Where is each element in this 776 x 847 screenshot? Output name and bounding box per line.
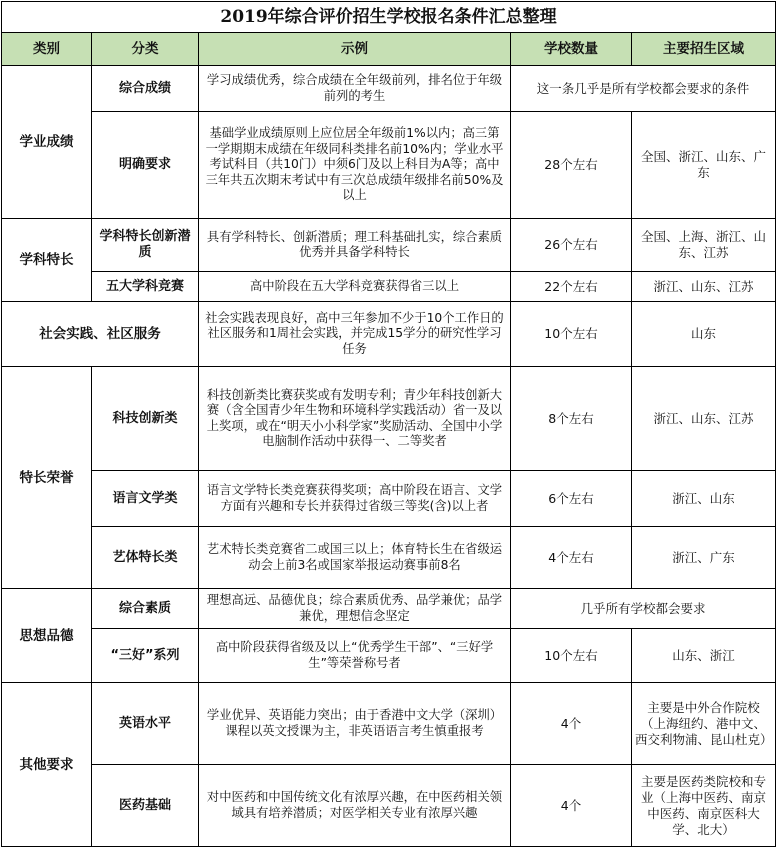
subcategory-cell: 学科特长创新潜质 <box>92 219 199 272</box>
region-cell: 全国、上海、浙江、山东、江苏 <box>632 219 776 272</box>
category-moral: 思想品德 <box>2 589 92 683</box>
table-row <box>2 272 776 302</box>
subcategory-cell: 五大学科竞赛 <box>92 272 199 302</box>
region-cell: 山东、浙江 <box>632 629 776 683</box>
category-social: 社会实践、社区服务 <box>2 302 199 367</box>
region-cell: 浙江、山东、江苏 <box>632 272 776 302</box>
table-row <box>2 112 776 219</box>
table-row <box>2 683 776 765</box>
subcategory-cell: 英语水平 <box>92 683 199 765</box>
example-cell: 高中阶段获得省级及以上“优秀学生干部”、“三好学生”等荣誉称号者 <box>199 629 511 683</box>
region-cell: 主要是中外合作院校（上海纽约、港中文、西交利物浦、昆山杜克） <box>632 683 776 765</box>
header-subcategory: 分类 <box>92 33 199 66</box>
subcategory-cell: 明确要求 <box>92 112 199 219</box>
table-row <box>2 765 776 847</box>
table-row <box>2 66 776 112</box>
example-cell: 理想高远、品德优良；综合素质优秀、品学兼优；品学兼优，理想信念坚定 <box>199 589 511 629</box>
table-row <box>2 527 776 589</box>
example-cell: 基础学业成绩原则上应位居全年级前1%以内；高三第一学期期末成绩在年级同科类排名前10%内；学业水平考试科目（共10门）中须6门及以上科目为A等；高中三年共五次期末考试中有三次总成绩年级排名前50%及以上 <box>199 112 511 219</box>
subcategory-cell: 艺体特长类 <box>92 527 199 589</box>
region-cell: 浙江、山东、江苏 <box>632 367 776 471</box>
count-cell: 4个 <box>511 765 632 847</box>
count-cell: 28个左右 <box>511 112 632 219</box>
subcategory-cell: 综合成绩 <box>92 66 199 112</box>
subcategory-cell: 综合素质 <box>92 589 199 629</box>
count-cell: 22个左右 <box>511 272 632 302</box>
example-cell: 具有学科特长、创新潜质；理工科基础扎实，综合素质优秀并具备学科特长 <box>199 219 511 272</box>
count-cell: 6个左右 <box>511 471 632 527</box>
count-cell: 10个左右 <box>511 302 632 367</box>
table-row <box>2 219 776 272</box>
header-row <box>2 33 776 66</box>
region-cell: 主要是医药类院校和专业（上海中医药、南京中医药、南京医科大学、北大） <box>632 765 776 847</box>
header-category: 类别 <box>2 33 92 66</box>
count-cell: 26个左右 <box>511 219 632 272</box>
count-cell: 4个左右 <box>511 527 632 589</box>
count-cell: 10个左右 <box>511 629 632 683</box>
region-cell: 山东 <box>632 302 776 367</box>
example-cell: 社会实践表现良好，高中三年参加不少于10个工作日的社区服务和1周社会实践，并完成15学分的研究性学习任务 <box>199 302 511 367</box>
example-cell: 高中阶段在五大学科竞赛获得省三以上 <box>199 272 511 302</box>
table-row <box>2 471 776 527</box>
category-honor: 特长荣誉 <box>2 367 92 589</box>
region-cell: 全国、浙江、山东、广东 <box>632 112 776 219</box>
table-row <box>2 367 776 471</box>
example-cell: 科技创新类比赛获奖或有发明专利；青少年科技创新大赛（含全国青少年生物和环境科学实践活动）省一及以上奖项，或在“明天小小科学家”奖励活动、全国中小学电脑制作活动中获得一、二等奖者 <box>199 367 511 471</box>
example-cell: 艺术特长类竞赛省二或国三以上；体育特长生在省级运动会上前3名或国家举报运动赛事前8名 <box>199 527 511 589</box>
header-example: 示例 <box>199 33 511 66</box>
example-cell: 对中医药和中国传统文化有浓厚兴趣，在中医药相关领域具有培养潜质；对医学相关专业有浓厚兴趣 <box>199 765 511 847</box>
table-row <box>2 629 776 683</box>
subcategory-cell: 科技创新类 <box>92 367 199 471</box>
header-region: 主要招生区域 <box>632 33 776 66</box>
example-cell: 学习成绩优秀，综合成绩在全年级前列，排名位于年级前列的考生 <box>199 66 511 112</box>
merged-note-cell: 这一条几乎是所有学校都会要求的条件 <box>511 66 776 112</box>
count-cell: 4个 <box>511 683 632 765</box>
count-cell: 8个左右 <box>511 367 632 471</box>
subcategory-cell: 医药基础 <box>92 765 199 847</box>
header-count: 学校数量 <box>511 33 632 66</box>
subcategory-cell: 语言文学类 <box>92 471 199 527</box>
example-cell: 语言文学特长类竞赛获得奖项；高中阶段在语言、文学方面有兴趣和专长并获得过省级三等奖(含)以上者 <box>199 471 511 527</box>
admission-requirements-table <box>1 1 776 847</box>
example-cell: 学业优异、英语能力突出；由于香港中文大学（深圳）课程以英文授课为主，非英语语言考生慎重报考 <box>199 683 511 765</box>
category-subject: 学科特长 <box>2 219 92 302</box>
region-cell: 浙江、广东 <box>632 527 776 589</box>
category-other: 其他要求 <box>2 683 92 847</box>
merged-note-cell: 几乎所有学校都会要求 <box>511 589 776 629</box>
table-row <box>2 302 776 367</box>
table-title: 2019年综合评价招生学校报名条件汇总整理 <box>2 2 776 33</box>
region-cell: 浙江、山东 <box>632 471 776 527</box>
category-academic: 学业成绩 <box>2 66 92 219</box>
table-row <box>2 589 776 629</box>
subcategory-cell: “三好”系列 <box>92 629 199 683</box>
